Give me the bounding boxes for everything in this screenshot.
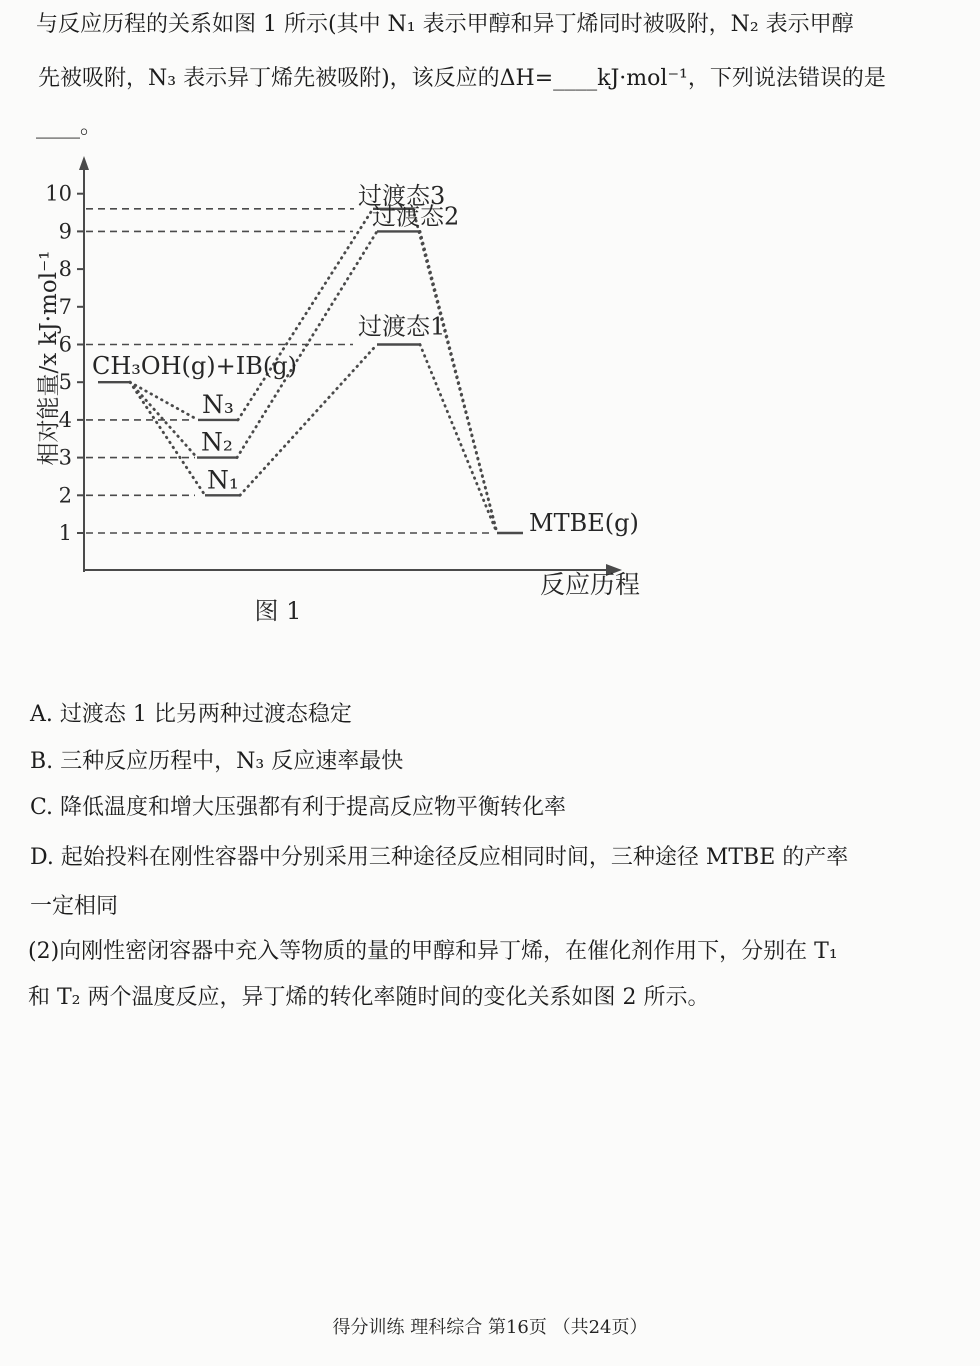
figure-1-energy-diagram	[30, 140, 670, 640]
path-connector-TS2-P	[420, 231, 497, 533]
level-label-TS3: 过渡态3	[358, 181, 446, 210]
level-label-N1: N₁	[207, 465, 239, 495]
level-label-P: MTBE(g)	[529, 509, 639, 537]
y-tick-label-3: 3	[58, 445, 72, 470]
option-d-continuation: 一定相同	[30, 894, 119, 919]
part2-line-1: (2)向刚性密闭容器中充入等物质的量的甲醇和异丁烯，在催化剂作用下，分别在 T₁	[28, 939, 838, 964]
y-tick-label-4: 4	[58, 407, 72, 432]
y-tick-label-2: 2	[58, 483, 72, 508]
option-b: B. 三种反应历程中，N₃ 反应速率最快	[30, 749, 404, 774]
part2-line-2: 和 T₂ 两个温度反应，异丁烯的转化率随时间的变化关系如图 2 所示。	[28, 985, 710, 1010]
y-tick-label-1: 1	[58, 521, 72, 545]
option-a: A. 过渡态 1 比另两种过渡态稳定	[30, 702, 352, 727]
question-intro-line-1: 与反应历程的关系如图 1 所示(其中 N₁ 表示甲醇和异丁烯同时被吸附，N₂ 表示甲醇	[36, 12, 854, 37]
y-tick-label-6: 6	[58, 332, 72, 357]
path-connector-R-N3	[130, 382, 198, 420]
question-intro-line-2: 先被吸附，N₃ 表示异丁烯先被吸附)，该反应的ΔH=____kJ·mol⁻¹，下列说法错误的是	[38, 66, 886, 91]
level-label-N3: N₃	[202, 389, 234, 419]
page-footer: 得分训练 理科综合 第16页 （共24页）	[332, 1317, 648, 1338]
question-intro-line-3: ____。	[36, 114, 103, 139]
y-tick-label-10: 10	[45, 181, 72, 206]
path-connector-TS1-P	[420, 345, 497, 534]
y-tick-label-5: 5	[58, 370, 72, 395]
x-axis-label: 反应历程	[540, 570, 641, 599]
figure1-chart	[30, 140, 670, 640]
path-connector-R-N1	[130, 382, 205, 495]
y-axis-label: 相对能量/x kJ·mol⁻¹	[36, 250, 62, 466]
level-label-R: CH₃OH(g)+IB(g)	[92, 352, 297, 381]
figure-caption: 图 1	[254, 597, 302, 625]
y-tick-label-7: 7	[58, 294, 72, 319]
option-d: D. 起始投料在刚性容器中分别采用三种途径反应相同时间，三种途径 MTBE 的产率	[30, 845, 849, 870]
path-connector-N3-TS3	[238, 209, 373, 420]
option-c: C. 降低温度和增大压强都有利于提高反应物平衡转化率	[30, 795, 567, 820]
y-tick-label-8: 8	[58, 257, 72, 282]
level-label-N2: N₂	[201, 427, 233, 457]
y-axis-arrow	[79, 156, 89, 170]
y-tick-label-9: 9	[58, 219, 72, 244]
level-label-TS1: 过渡态1	[358, 312, 446, 341]
level-label-TS2: 过渡态2	[372, 202, 460, 231]
